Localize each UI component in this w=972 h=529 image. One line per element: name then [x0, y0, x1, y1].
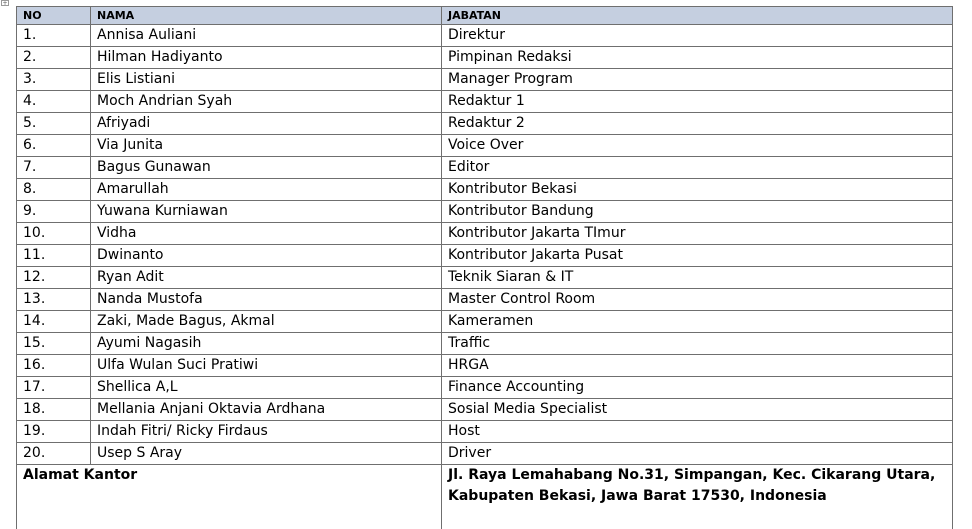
cell-nama: Mellania Anjani Oktavia Ardhana	[91, 399, 442, 421]
cell-jabatan: Master Control Room	[442, 289, 953, 311]
cell-nama: Shellica A,L	[91, 377, 442, 399]
cell-jabatan: Kontributor Bandung	[442, 201, 953, 223]
cell-no: 19.	[17, 421, 91, 443]
cell-no: 20.	[17, 443, 91, 465]
cell-no: 3.	[17, 69, 91, 91]
table-row	[17, 91, 953, 113]
table-row	[17, 377, 953, 399]
table-row	[17, 245, 953, 267]
cell-no: 1.	[17, 25, 91, 47]
cell-no: 18.	[17, 399, 91, 421]
address-value	[442, 465, 953, 529]
cell-nama: Ryan Adit	[91, 267, 442, 289]
cell-nama: Ayumi Nagasih	[91, 333, 442, 355]
table-row	[17, 135, 953, 157]
cell-nama: Nanda Mustofa	[91, 289, 442, 311]
cell-jabatan: HRGA	[442, 355, 953, 377]
table-row	[17, 69, 953, 91]
header-no: NO	[17, 7, 91, 25]
table-row	[17, 289, 953, 311]
cell-nama: Bagus Gunawan	[91, 157, 442, 179]
cell-nama: Amarullah	[91, 179, 442, 201]
cell-jabatan: Manager Program	[442, 69, 953, 91]
table-move-handle-icon[interactable]: +	[2, 0, 8, 7]
cell-no: 11.	[17, 245, 91, 267]
cell-nama: Elis Listiani	[91, 69, 442, 91]
cell-nama: Vidha	[91, 223, 442, 245]
cell-nama: Indah Fitri/ Ricky Firdaus	[91, 421, 442, 443]
cell-no: 17.	[17, 377, 91, 399]
cell-no: 5.	[17, 113, 91, 135]
table-row	[17, 113, 953, 135]
cell-jabatan: Finance Accounting	[442, 377, 953, 399]
cell-jabatan: Kontributor Jakarta Pusat	[442, 245, 953, 267]
table-row	[17, 223, 953, 245]
header-row	[17, 7, 953, 25]
cell-jabatan: Kameramen	[442, 311, 953, 333]
cell-jabatan: Voice Over	[442, 135, 953, 157]
table-row	[17, 443, 953, 465]
header-nama: NAMA	[91, 7, 442, 25]
cell-nama: Via Junita	[91, 135, 442, 157]
cell-nama: Dwinanto	[91, 245, 442, 267]
cell-no: 8.	[17, 179, 91, 201]
cell-nama: Yuwana Kurniawan	[91, 201, 442, 223]
cell-no: 7.	[17, 157, 91, 179]
table-row	[17, 399, 953, 421]
cell-nama: Usep S Aray	[91, 443, 442, 465]
cell-no: 16.	[17, 355, 91, 377]
cell-nama: Zaki, Made Bagus, Akmal	[91, 311, 442, 333]
cell-no: 15.	[17, 333, 91, 355]
cell-no: 6.	[17, 135, 91, 157]
cell-no: 9.	[17, 201, 91, 223]
cell-jabatan: Host	[442, 421, 953, 443]
address-line-2: Kabupaten Bekasi, Jawa Barat 17530, Indonesia	[448, 488, 827, 504]
cell-no: 14.	[17, 311, 91, 333]
cell-nama: Annisa Auliani	[91, 25, 442, 47]
address-line-1: Jl. Raya Lemahabang No.31, Simpangan, Kec. Cikarang Utara,	[448, 467, 936, 483]
cell-nama: Hilman Hadiyanto	[91, 47, 442, 69]
table-row	[17, 333, 953, 355]
table-row	[17, 311, 953, 333]
cell-nama: Ulfa Wulan Suci Pratiwi	[91, 355, 442, 377]
cell-jabatan: Kontributor Jakarta TImur	[442, 223, 953, 245]
address-label: Alamat Kantor	[17, 465, 442, 529]
cell-no: 12.	[17, 267, 91, 289]
cell-no: 13.	[17, 289, 91, 311]
table-row	[17, 179, 953, 201]
cell-nama: Moch Andrian Syah	[91, 91, 442, 113]
cell-jabatan: Traffic	[442, 333, 953, 355]
staff-table-body	[17, 25, 953, 465]
table-row	[17, 47, 953, 69]
cell-jabatan: Direktur	[442, 25, 953, 47]
cell-jabatan: Driver	[442, 443, 953, 465]
cell-jabatan: Sosial Media Specialist	[442, 399, 953, 421]
table-row	[17, 355, 953, 377]
address-row	[17, 465, 953, 529]
header-jabatan: JABATAN	[442, 7, 953, 25]
cell-jabatan: Redaktur 1	[442, 91, 953, 113]
cell-no: 4.	[17, 91, 91, 113]
cell-jabatan: Editor	[442, 157, 953, 179]
cell-jabatan: Pimpinan Redaksi	[442, 47, 953, 69]
table-row	[17, 201, 953, 223]
table-row	[17, 25, 953, 47]
table-row	[17, 157, 953, 179]
cell-jabatan: Teknik Siaran & IT	[442, 267, 953, 289]
cell-no: 2.	[17, 47, 91, 69]
cell-nama: Afriyadi	[91, 113, 442, 135]
cell-no: 10.	[17, 223, 91, 245]
table-row	[17, 421, 953, 443]
cell-jabatan: Kontributor Bekasi	[442, 179, 953, 201]
cell-jabatan: Redaktur 2	[442, 113, 953, 135]
table-row	[17, 267, 953, 289]
staff-table	[16, 6, 953, 529]
